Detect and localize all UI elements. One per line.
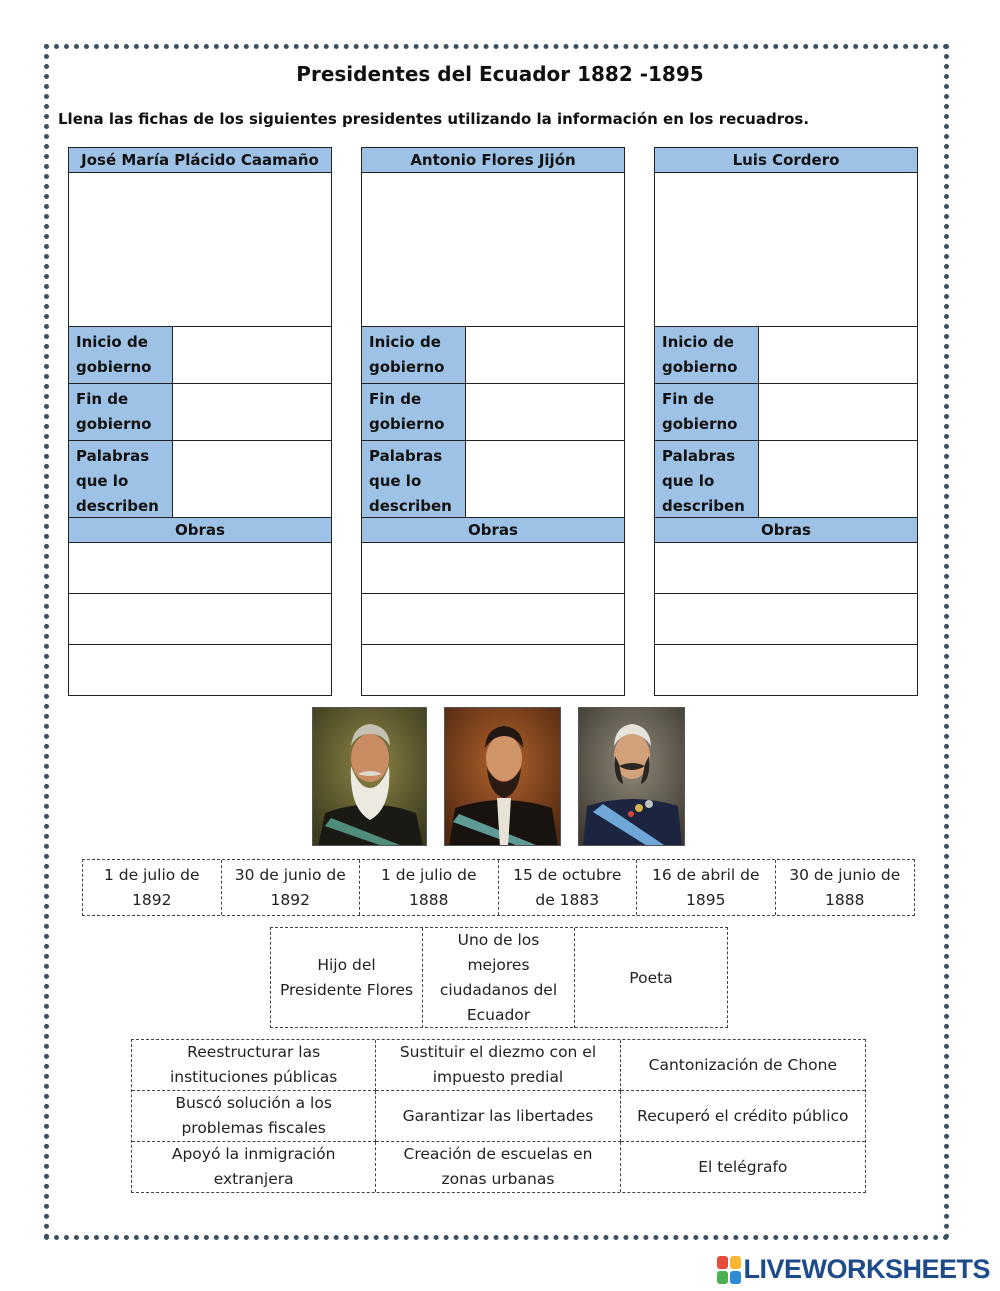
inicio-label: Inicio de gobierno [69,327,173,383]
liveworksheets-brand [717,1254,990,1285]
palabras-label: Palabras que lo describen [69,441,173,517]
fin-drop-zone[interactable] [173,384,331,440]
president-card-cordero [654,147,918,696]
work-chip[interactable]: Buscó solución a los problemas fiscales [132,1091,376,1142]
work-chip[interactable]: Sustituir el diezmo con el impuesto predial [376,1040,620,1091]
page-title: Presidentes del Ecuador 1882 -1895 [296,62,704,86]
photo-drop-zone[interactable] [69,173,331,327]
inicio-label: Inicio de gobierno [362,327,466,383]
portrait-image [579,708,685,846]
obra-drop-zone[interactable] [69,594,331,645]
fin-drop-zone[interactable] [466,384,624,440]
obra-drop-zone[interactable] [655,543,917,594]
obra-drop-zone[interactable] [69,543,331,594]
work-chip[interactable]: Cantonización de Chone [621,1040,865,1091]
date-chip[interactable]: 1 de julio de 1888 [360,860,499,915]
logo-square [730,1271,741,1284]
fin-label: Fin de gobierno [655,384,759,440]
portrait-draggable[interactable] [312,707,427,846]
dates-bank [82,859,915,916]
photo-drop-zone[interactable] [655,173,917,327]
photo-drop-zone[interactable] [362,173,624,327]
date-chip[interactable]: 1 de julio de 1892 [83,860,222,915]
date-chip[interactable]: 16 de abril de 1895 [637,860,776,915]
brand-text: LIVEWORKSHEETS [743,1254,990,1284]
date-chip[interactable]: 15 de octubre de 1883 [499,860,638,915]
work-chip[interactable]: Creación de escuelas en zonas urbanas [376,1142,620,1192]
word-chip[interactable]: Uno de los mejores ciudadanos del Ecuador [423,928,575,1028]
card-name: Luis Cordero [655,148,917,173]
palabras-drop-zone[interactable] [466,441,624,517]
logo-square [717,1271,728,1284]
date-chip[interactable]: 30 de junio de 1888 [789,865,901,909]
obra-drop-zone[interactable] [69,645,331,695]
obras-header: Obras [655,518,917,543]
inicio-drop-zone[interactable] [173,327,331,383]
president-card-caamano [68,147,332,696]
inicio-drop-zone[interactable] [759,327,917,383]
inicio-drop-zone[interactable] [466,327,624,383]
work-chip[interactable]: Recuperó el crédito público [621,1091,865,1142]
portrait-image [313,708,427,846]
logo-square [717,1256,728,1269]
palabras-label: Palabras que lo describen [655,441,759,517]
logo-square [730,1256,741,1269]
work-chip[interactable]: El telégrafo [698,1157,788,1176]
obra-drop-zone[interactable] [655,645,917,695]
instructions: Llena las fichas de los siguientes presidentes utilizando la información en los recuadros. [58,110,810,128]
obras-header: Obras [69,518,331,543]
card-name: Antonio Flores Jijón [362,148,624,173]
fin-drop-zone[interactable] [759,384,917,440]
word-chip[interactable]: Hijo del Presidente Flores [271,928,423,1028]
palabras-drop-zone[interactable] [173,441,331,517]
palabras-label: Palabras que lo describen [362,441,466,517]
fin-label: Fin de gobierno [69,384,173,440]
liveworksheets-logo-icon [717,1256,741,1284]
palabras-drop-zone[interactable] [759,441,917,517]
portrait-draggable[interactable] [444,707,561,846]
portrait-draggable[interactable] [578,707,685,846]
works-bank [131,1039,866,1193]
obra-drop-zone[interactable] [655,594,917,645]
obra-drop-zone[interactable] [362,645,624,695]
work-chip[interactable]: Apoyó la inmigración extranjera [132,1142,376,1192]
date-chip[interactable]: 30 de junio de 1892 [222,860,361,915]
work-chip[interactable]: Garantizar las libertades [376,1091,620,1142]
card-name: José María Plácido Caamaño [69,148,331,173]
fin-label: Fin de gobierno [362,384,466,440]
portrait-image [445,708,561,846]
obras-header: Obras [362,518,624,543]
president-card-flores [361,147,625,696]
obra-drop-zone[interactable] [362,543,624,594]
work-chip[interactable]: Reestructurar las instituciones públicas [132,1040,376,1091]
word-chip[interactable]: Poeta [629,968,673,987]
inicio-label: Inicio de gobierno [655,327,759,383]
words-bank [270,927,728,1028]
obra-drop-zone[interactable] [362,594,624,645]
